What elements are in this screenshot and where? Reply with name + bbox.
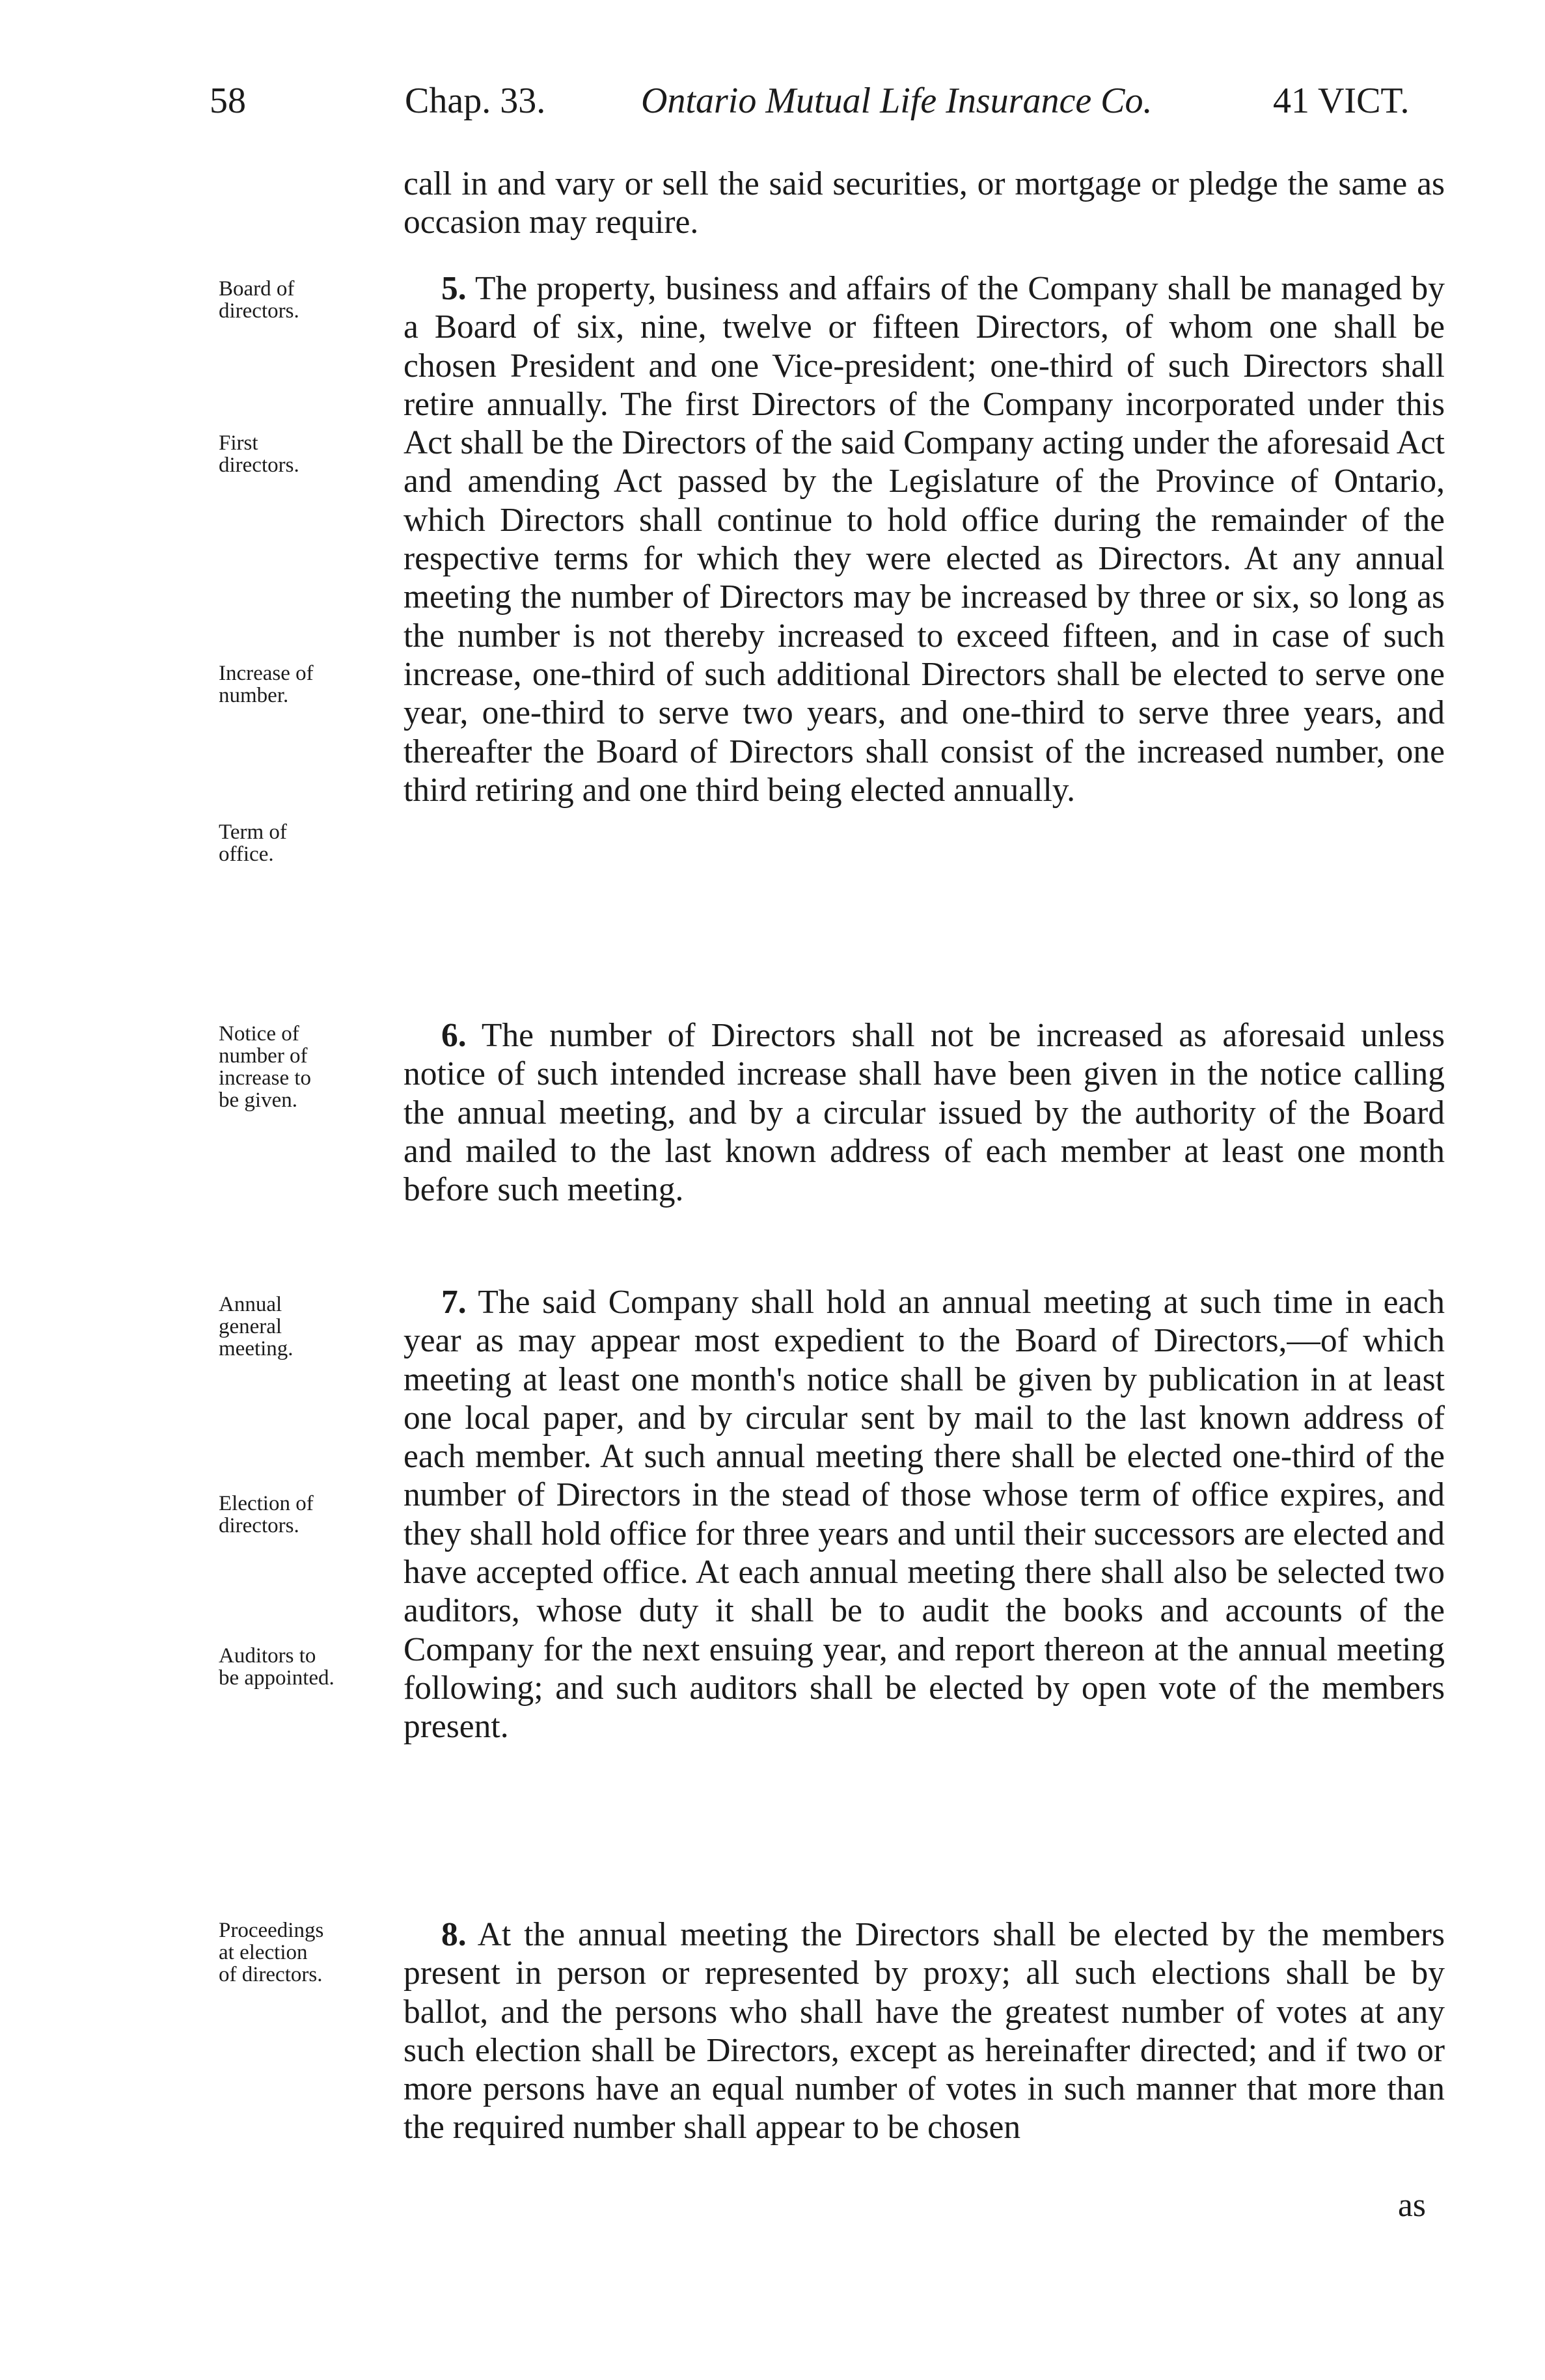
section-number: 7. (441, 1284, 467, 1321)
margin-note-annual-general-meeting: Annual general meeting. (219, 1293, 294, 1360)
section-paragraph (403, 1915, 1445, 2147)
section-number: 6. (441, 1017, 467, 1054)
section-text: The property, business and affairs of the Company shall be managed by a Board of six, nine, twelve or fifteen Directors, of whom one shall be chosen President and one Vice-president; one-third of such Directors shall retire annually. The first Directors of the Company incorporated under this Act shall be the Directors of the said Company acting under the aforesaid Act and amending Act passed by the Legislature of the Province of Ontario, which Directors shall continue to hold office during the remainder of the respective terms for which they were elected as Directors. At any annual meeting the number of Directors may be increased by three or six, so long as the number is not thereby increased to exceed fifteen, and in case of such increase, one-third of such additional Directors shall be elected to serve one year, one-third to serve two years, and one-third to serve three years, and thereafter the Board of Directors shall consist of the increased number, one third retiring and one third being elected annually. (403, 270, 1445, 809)
section-7 (403, 1283, 1445, 1746)
margin-note-board-of-directors: Board of directors. (219, 277, 299, 323)
margin-note-proceedings-at-election: Proceedings at election of directors. (219, 1919, 324, 1986)
running-title: Ontario Mutual Life Insurance Co. (641, 81, 1153, 121)
section-8 (403, 1915, 1445, 2147)
regnal-year: 41 VICT. (1273, 81, 1410, 121)
page-number: 58 (210, 81, 246, 121)
margin-note-notice-of-increase: Notice of number of increase to be given. (219, 1022, 312, 1112)
margin-note-increase-of-number: Increase of number. (219, 662, 314, 707)
section-paragraph (403, 1016, 1445, 1209)
section-number: 8. (441, 1916, 467, 1953)
section-paragraph (403, 1283, 1445, 1746)
section-text: At the annual meeting the Directors shall be elected by the members present in person or represented by proxy; all such elections shall be by ballot, and the persons who shall have the greatest number of votes at any such election shall be Directors, except as hereinafter directed; and if two or more persons have an equal number of votes in such manner that more than the required number shall appear to be chosen (403, 1916, 1445, 2146)
margin-note-term-of-office: Term of office. (219, 820, 287, 866)
continuation-paragraph (403, 165, 1445, 242)
margin-note-auditors-to-be-appointed: Auditors to be appointed. (219, 1644, 335, 1690)
section-text: The number of Directors shall not be increased as aforesaid unless notice of such intended increase shall have been given in the notice calling the annual meeting, and by a circular issued by the authority of the Board and mailed to the last known address of each member at least one month before such meeting. (403, 1017, 1445, 1209)
section-number: 5. (441, 270, 467, 307)
section-text: The said Company shall hold an annual meeting at such time in each year as may appear most expedient to the Board of Directors,—of which meeting at least one month's notice shall be given by publication in at least one local paper, and by circular sent by mail to the last known address of each member. At such annual meeting there shall be elected one-third of the number of Directors in the stead of those whose term of office expires, and they shall hold office for three years and until their successors are elected and have accepted office. At each annual meeting there shall also be selected two auditors, whose duty it shall be to audit the books and accounts of the Company for the next ensuing year, and report thereon at the annual meeting following; and such auditors shall be elected by open vote of the members present. (403, 1284, 1445, 1746)
continuation-text: call in and vary or sell the said securities, or mortgage or pledge the same as occasion may require. (403, 165, 1445, 241)
catchword: as (1398, 2187, 1426, 2224)
margin-note-election-of-directors: Election of directors. (219, 1492, 314, 1537)
margin-note-first-directors: First directors. (219, 431, 299, 477)
section-6 (403, 1016, 1445, 1209)
chapter-label: Chap. 33. (405, 81, 546, 121)
section-5 (403, 269, 1445, 809)
section-paragraph (403, 269, 1445, 809)
